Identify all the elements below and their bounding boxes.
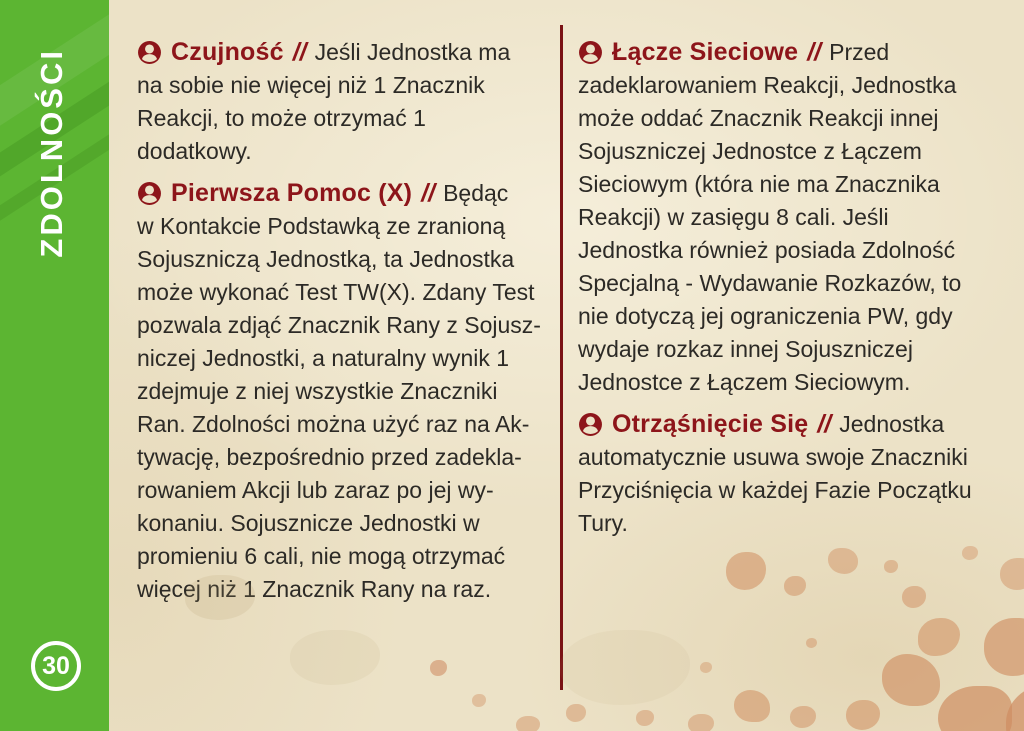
person-badge-icon (578, 412, 603, 437)
ability-separator: // (817, 410, 832, 438)
ability-separator: // (807, 38, 822, 66)
ability-text-line: Jednostka (839, 411, 945, 437)
stain (806, 638, 817, 648)
stain (472, 694, 486, 707)
ability-section-czujnosc (137, 36, 552, 168)
stain (700, 662, 712, 673)
stain (962, 546, 978, 560)
ability-heading (578, 408, 1020, 441)
ability-text-line: Jednostka również posiada Zdolność (578, 237, 956, 263)
ability-text-line: tywację, bezpośrednio przed zadekla- (137, 444, 522, 470)
stain (884, 560, 898, 573)
ability-text-line: Specjalną - Wydawanie Rozkazów, to (578, 270, 962, 296)
stain (882, 654, 940, 706)
person-badge-icon (137, 181, 162, 206)
ability-text-line: w Kontakcie Podstawką ze zranioną (137, 213, 506, 239)
person-badge-icon (137, 40, 162, 65)
stain (938, 686, 1012, 731)
ability-text-line: promieniu 6 cali, nie mogą otrzymać (137, 543, 506, 569)
page-number-badge (31, 641, 81, 691)
left-column (137, 36, 552, 615)
stain (566, 704, 586, 722)
sidebar (0, 0, 109, 731)
ability-separator: // (421, 179, 436, 207)
ability-text-line: Przed (829, 39, 890, 65)
ability-text-line: Jednostce z Łączem Sieciowym. (578, 369, 911, 395)
ability-separator: // (292, 38, 307, 66)
ability-heading (578, 36, 1020, 69)
ability-heading (137, 36, 552, 69)
ability-text-line: Przyciśnięcia w każdej Fazie Początku (578, 477, 972, 503)
ability-text-line: konaniu. Sojusznicze Jednostki w (137, 510, 480, 536)
ability-title: Łącze Sieciowe (612, 38, 799, 66)
ability-text-line: rowaniem Akcji lub zaraz po jej wy- (137, 477, 494, 503)
ability-text-line: więcej niż 1 Znacznik Rany na raz. (137, 576, 492, 602)
section-title-vertical: ZDOLNOŚCI (34, 47, 69, 258)
stain (290, 630, 380, 685)
stain (1000, 558, 1024, 590)
stain (828, 548, 858, 574)
ability-heading (137, 177, 552, 210)
ability-text-line: zdejmuje z niej wszystkie Znaczniki (137, 378, 498, 404)
ability-text-line: nie dotyczą jej ograniczenia PW, gdy (578, 303, 953, 329)
stain (902, 586, 926, 608)
ability-text-line: może wykonać Test TW(X). Zdany Test (137, 279, 535, 305)
ability-text-line: zadeklarowaniem Reakcji, Jednostka (578, 72, 957, 98)
stain (918, 618, 960, 656)
ability-text-line: Reakcji) w zasięgu 8 cali. Jeśli (578, 204, 889, 230)
ability-text-line: Sojuszniczej Jednostce z Łączem (578, 138, 922, 164)
ability-text-line: Sieciowym (która nie ma Znacznika (578, 171, 940, 197)
ability-title: Czujność (171, 38, 284, 66)
stain (846, 700, 880, 730)
ability-title: Pierwsza Pomoc (X) (171, 179, 413, 207)
ability-text-line: automatycznie usuwa swoje Znaczniki (578, 444, 968, 470)
ability-text-line: na sobie nie więcej niż 1 Znacznik (137, 72, 485, 98)
ability-text-line: Jeśli Jednostka ma (314, 39, 511, 65)
ability-text-line: Będąc (443, 180, 509, 206)
ability-text-line: może oddać Znacznik Reakcji innej (578, 105, 939, 131)
page-number: 30 (42, 651, 70, 680)
ability-text-line: Reakcji, to może otrzymać 1 (137, 105, 426, 131)
stain (560, 630, 690, 705)
stain (636, 710, 654, 726)
ability-text-line: Tury. (578, 510, 628, 536)
stain (726, 552, 766, 590)
ability-text-line: pozwala zdjąć Znacznik Rany z Sojusz- (137, 312, 541, 338)
ability-text-line: Sojuszniczą Jednostką, ta Jednostka (137, 246, 515, 272)
ability-section-pierwsza-pomoc (137, 177, 552, 606)
stain (430, 660, 447, 676)
stain (790, 706, 816, 728)
ability-section-otrzasniecie-sie (578, 408, 1020, 540)
stain (516, 716, 540, 731)
ability-section-lacze-sieciowe (578, 36, 1020, 399)
stain (688, 714, 714, 731)
ability-title: Otrząśnięcie Się (612, 410, 809, 438)
ability-text-line: niczej Jednostki, a naturalny wynik 1 (137, 345, 510, 371)
ability-text-line: wydaje rozkaz innej Sojuszniczej (578, 336, 913, 362)
right-column (578, 36, 1020, 549)
stain (734, 690, 770, 722)
stain (984, 618, 1024, 676)
stain (784, 576, 806, 596)
column-divider (560, 25, 563, 690)
ability-text-line: Ran. Zdolności można użyć raz na Ak- (137, 411, 530, 437)
ability-text-line: dodatkowy. (137, 138, 252, 164)
person-badge-icon (578, 40, 603, 65)
stain (1006, 684, 1024, 731)
